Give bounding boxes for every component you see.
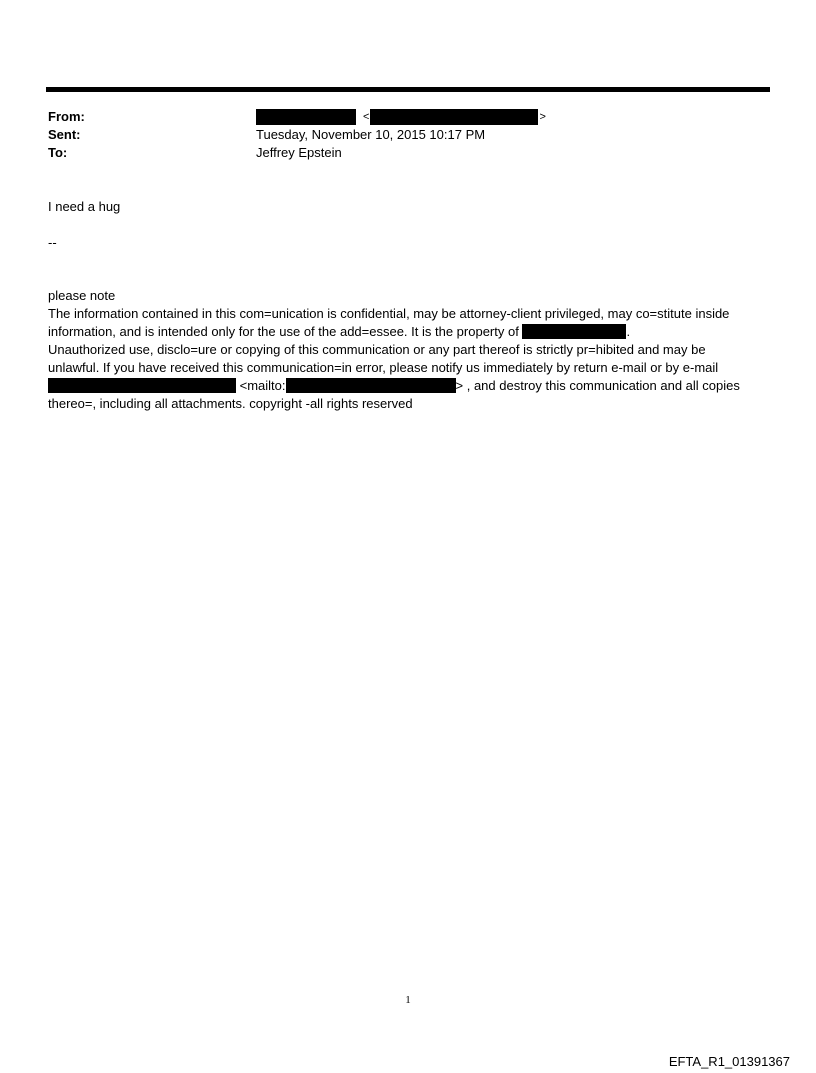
disclaimer-line-5 — [48, 377, 772, 395]
signature-separator: -- — [48, 235, 57, 250]
message-text: I need a hug — [48, 199, 121, 214]
from-value — [256, 108, 768, 126]
redacted-sender-name — [256, 109, 356, 125]
disclaimer-line-2-text: information, and is intended only for the use of the add=essee. It is the property of — [48, 324, 519, 339]
redacted-company-name — [522, 324, 626, 339]
disclaimer-line-2-end: . — [626, 324, 631, 339]
email-header — [48, 108, 768, 162]
redacted-contact-name — [48, 378, 236, 393]
sent-row — [48, 126, 768, 144]
disclaimer-line-2 — [48, 323, 772, 341]
header-divider — [46, 87, 770, 92]
redacted-contact-email — [286, 378, 456, 393]
disclaimer-line-4: unlawful. If you have received this communication=in error, please notify us immediately by return e-mail or by e-mail — [48, 360, 719, 375]
disclaimer-line-5-text: > , and destroy this communication and all copies — [455, 378, 740, 393]
disclaimer-line-6: thereo=, including all attachments. copyright -all rights reserved — [48, 396, 413, 411]
sent-value: Tuesday, November 10, 2015 10:17 PM — [256, 127, 486, 142]
redacted-sender-email — [370, 109, 538, 125]
to-row — [48, 144, 768, 162]
disclaimer-line-1: The information contained in this com=unication is confidential, may be attorney-client privileged, may co=stitute inside — [48, 306, 730, 321]
to-label: To: — [48, 145, 68, 160]
bates-number: EFTA_R1_01391367 — [668, 1054, 790, 1069]
page-number: 1 — [405, 994, 411, 1006]
sent-label: Sent: — [48, 127, 81, 142]
from-row — [48, 108, 768, 126]
mailto-prefix: <mailto: — [239, 378, 286, 393]
from-label: From: — [48, 109, 85, 124]
to-value: Jeffrey Epstein — [256, 145, 342, 160]
disclaimer-line-3: Unauthorized use, disclo=ure or copying of this communication or any part thereof is strictly pr=hibited and may be — [48, 342, 706, 357]
disclaimer-block — [48, 287, 772, 413]
disclaimer-title: please note — [48, 288, 116, 303]
from-open-bracket: < — [363, 111, 370, 123]
from-close-bracket: > — [539, 111, 546, 123]
